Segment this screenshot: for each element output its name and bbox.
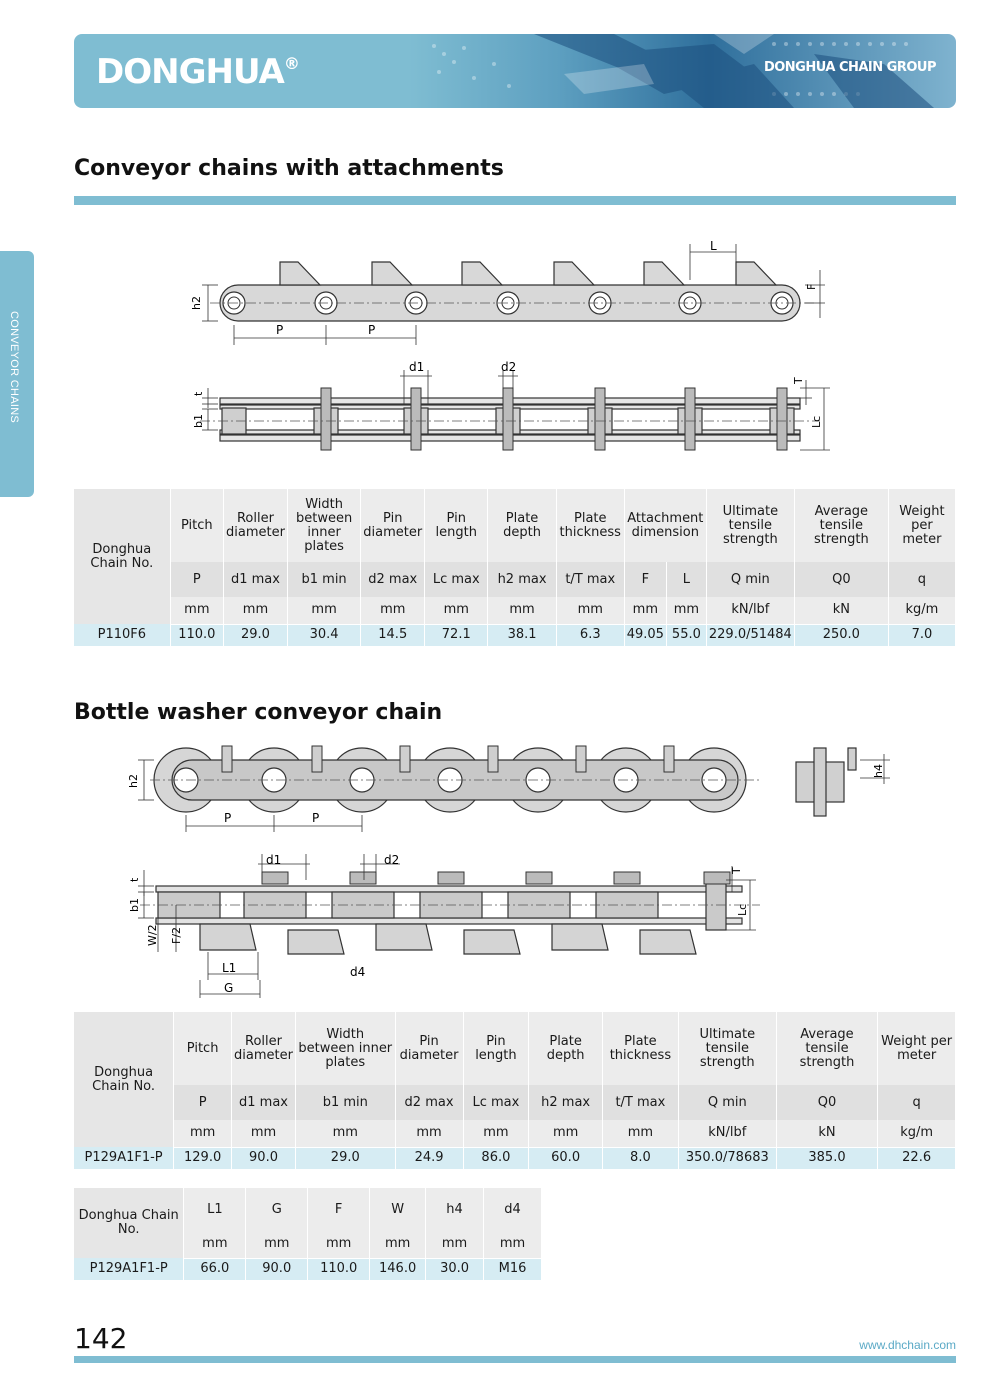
- side-tab-label: CONVEYOR CHAINS: [8, 311, 20, 424]
- header-symbol: P: [174, 1085, 232, 1120]
- table-cell: 250.0: [794, 624, 888, 646]
- header-symbol: d1 max: [224, 562, 288, 597]
- group-name: DONGHUA CHAIN GROUP: [763, 60, 936, 75]
- chain-no-header: Donghua Chain No.: [74, 1188, 184, 1258]
- dim2-l1: L1: [222, 961, 237, 975]
- header-symbol: G: [246, 1188, 308, 1231]
- header-unit: mm: [174, 1120, 232, 1147]
- table-cell: 90.0: [246, 1258, 308, 1280]
- header-unit: mm: [395, 1120, 463, 1147]
- side-tab: [0, 251, 34, 497]
- table-cell: 24.9: [395, 1147, 463, 1169]
- header-banner: [74, 34, 956, 108]
- header-name: Plate thickness: [602, 1012, 678, 1085]
- chain-no-header: Donghua Chain No.: [74, 1012, 174, 1147]
- dim2-t: t: [128, 877, 141, 882]
- section1-title: Conveyor chains with attachments: [74, 156, 504, 181]
- dim-lc: Lc: [810, 415, 823, 428]
- header-unit: mm: [556, 597, 624, 624]
- header-symbol: F: [624, 562, 666, 597]
- dim2-w2: W/2: [146, 924, 159, 946]
- header-symbol: t/T max: [602, 1085, 678, 1120]
- header-name: Attachment dimension: [624, 489, 706, 562]
- dim2-b1: b1: [128, 898, 141, 912]
- header-unit: kN/lbf: [678, 1120, 776, 1147]
- spec-table-3: [74, 1188, 542, 1280]
- chain-no-header: Donghua Chain No.: [74, 489, 170, 624]
- table-cell: 7.0: [888, 624, 955, 646]
- dim-p2: P: [368, 323, 376, 337]
- header-symbol: L: [666, 562, 706, 597]
- header-symbol: Q min: [706, 562, 794, 597]
- section1-rule: [74, 196, 956, 205]
- table-cell: 350.0/78683: [678, 1147, 776, 1169]
- dim2-f2: F/2: [170, 926, 183, 944]
- attachment-chain-diagram: [180, 230, 840, 460]
- header-symbol: d1 max: [232, 1085, 296, 1120]
- dim-f: F: [805, 283, 818, 290]
- header-symbol: t/T max: [556, 562, 624, 597]
- table-cell: P129A1F1-P: [74, 1147, 174, 1169]
- header-unit: mm: [529, 1120, 603, 1147]
- table-cell: P110F6: [74, 624, 170, 646]
- header-name: Pin diameter: [395, 1012, 463, 1085]
- dim-tt: T: [792, 377, 805, 384]
- header-unit: mm: [624, 597, 666, 624]
- header-unit: mm: [484, 1231, 542, 1258]
- header-symbol: h2 max: [488, 562, 557, 597]
- header-unit: kg/m: [878, 1120, 956, 1147]
- header-unit: mm: [425, 597, 488, 624]
- header-symbol: q: [878, 1085, 956, 1120]
- table-cell: 146.0: [370, 1258, 426, 1280]
- footer-rule: [74, 1356, 956, 1363]
- header-name: Ultimate tensile strength: [706, 489, 794, 562]
- table-cell: 72.1: [425, 624, 488, 646]
- header-unit: mm: [426, 1231, 484, 1258]
- dim2-d2: d2: [384, 853, 400, 867]
- table-cell: 49.05: [624, 624, 666, 646]
- header-symbol: Q0: [794, 562, 888, 597]
- header-symbol: d4: [484, 1188, 542, 1231]
- dim-p1: P: [276, 323, 284, 337]
- header-unit: mm: [602, 1120, 678, 1147]
- page-number: 142: [74, 1322, 128, 1355]
- table-cell: 60.0: [529, 1147, 603, 1169]
- header-symbol: W: [370, 1188, 426, 1231]
- table-cell: 29.0: [224, 624, 288, 646]
- table-cell: 110.0: [170, 624, 223, 646]
- header-name: Width between inner plates: [287, 489, 360, 562]
- dim2-d4: d4: [350, 965, 366, 979]
- table-row: [74, 1147, 956, 1169]
- header-symbol: d2 max: [395, 1085, 463, 1120]
- bottle-washer-chain-diagram: [120, 740, 900, 1000]
- table-cell: 86.0: [463, 1147, 529, 1169]
- dim2-h2: h2: [127, 774, 140, 788]
- header-symbol: Lc max: [463, 1085, 529, 1120]
- header-unit: mm: [295, 1120, 395, 1147]
- header-unit: kN: [776, 1120, 878, 1147]
- dim2-h4: h4: [872, 764, 885, 778]
- header-unit: mm: [246, 1231, 308, 1258]
- header-name: Roller diameter: [232, 1012, 296, 1085]
- header-symbol: h2 max: [529, 1085, 603, 1120]
- header-symbol: P: [170, 562, 223, 597]
- header-name: Weight per meter: [878, 1012, 956, 1085]
- header-unit: mm: [184, 1231, 246, 1258]
- dim-b1: b1: [192, 414, 205, 428]
- header-unit: mm: [170, 597, 223, 624]
- table-cell: 29.0: [295, 1147, 395, 1169]
- header-unit: mm: [287, 597, 360, 624]
- table-cell: 129.0: [174, 1147, 232, 1169]
- header-symbol: L1: [184, 1188, 246, 1231]
- header-name: Pin diameter: [361, 489, 425, 562]
- header-unit: kN: [794, 597, 888, 624]
- table-cell: 90.0: [232, 1147, 296, 1169]
- table-cell: 6.3: [556, 624, 624, 646]
- header-name: Ultimate tensile strength: [678, 1012, 776, 1085]
- table-cell: 110.0: [308, 1258, 370, 1280]
- header-name: Plate thickness: [556, 489, 624, 562]
- header-name: Pin length: [463, 1012, 529, 1085]
- dim-l: L: [710, 239, 717, 253]
- header-name: Weight per meter: [888, 489, 955, 562]
- header-name: Pitch: [170, 489, 223, 562]
- header-symbol: q: [888, 562, 955, 597]
- dim2-d1: d1: [266, 853, 282, 867]
- table-cell: M16: [484, 1258, 542, 1280]
- table-cell: 385.0: [776, 1147, 878, 1169]
- table-cell: 66.0: [184, 1258, 246, 1280]
- header-symbol: Lc max: [425, 562, 488, 597]
- table-cell: 55.0: [666, 624, 706, 646]
- header-unit: mm: [361, 597, 425, 624]
- table-cell: 30.4: [287, 624, 360, 646]
- table-cell: 30.0: [426, 1258, 484, 1280]
- table-row: [74, 1258, 542, 1280]
- table-cell: 229.0/51484: [706, 624, 794, 646]
- header-unit: mm: [232, 1120, 296, 1147]
- table-cell: 8.0: [602, 1147, 678, 1169]
- header-name: Average tensile strength: [794, 489, 888, 562]
- dim2-lc: Lc: [736, 903, 749, 916]
- header-name: Plate depth: [529, 1012, 603, 1085]
- header-name: Pitch: [174, 1012, 232, 1085]
- header-symbol: b1 min: [287, 562, 360, 597]
- header-unit: mm: [308, 1231, 370, 1258]
- dim2-tt: T: [730, 867, 743, 874]
- table-cell: 38.1: [488, 624, 557, 646]
- dim2-p2: P: [312, 811, 320, 825]
- spec-table-2: [74, 1012, 956, 1169]
- table-cell: 14.5: [361, 624, 425, 646]
- header-name: Average tensile strength: [776, 1012, 878, 1085]
- website-link[interactable]: www.dhchain.com: [859, 1338, 956, 1352]
- header-unit: kN/lbf: [706, 597, 794, 624]
- header-symbol: Q min: [678, 1085, 776, 1120]
- header-unit: mm: [370, 1231, 426, 1258]
- header-unit: mm: [666, 597, 706, 624]
- header-symbol: d2 max: [361, 562, 425, 597]
- header-name: Roller diameter: [224, 489, 288, 562]
- table-cell: P129A1F1-P: [74, 1258, 184, 1280]
- spec-table-1: [74, 489, 956, 646]
- dim-d1: d1: [409, 360, 425, 374]
- brand-logo: DONGHUA®: [96, 52, 299, 92]
- dim-d2: d2: [501, 360, 517, 374]
- header-name: Pin length: [425, 489, 488, 562]
- section2-title: Bottle washer conveyor chain: [74, 700, 443, 725]
- header-unit: mm: [224, 597, 288, 624]
- dim2-p1: P: [224, 811, 232, 825]
- header-symbol: Q0: [776, 1085, 878, 1120]
- dim-h2: h2: [190, 296, 203, 310]
- header-symbol: b1 min: [295, 1085, 395, 1120]
- dim2-g: G: [224, 981, 234, 995]
- header-symbol: F: [308, 1188, 370, 1231]
- header-name: Plate depth: [488, 489, 557, 562]
- header-name: Width between inner plates: [295, 1012, 395, 1085]
- header-unit: kg/m: [888, 597, 955, 624]
- header-symbol: h4: [426, 1188, 484, 1231]
- header-unit: mm: [488, 597, 557, 624]
- dim-t: t: [192, 391, 205, 396]
- table-row: [74, 624, 956, 646]
- header-unit: mm: [463, 1120, 529, 1147]
- table-cell: 22.6: [878, 1147, 956, 1169]
